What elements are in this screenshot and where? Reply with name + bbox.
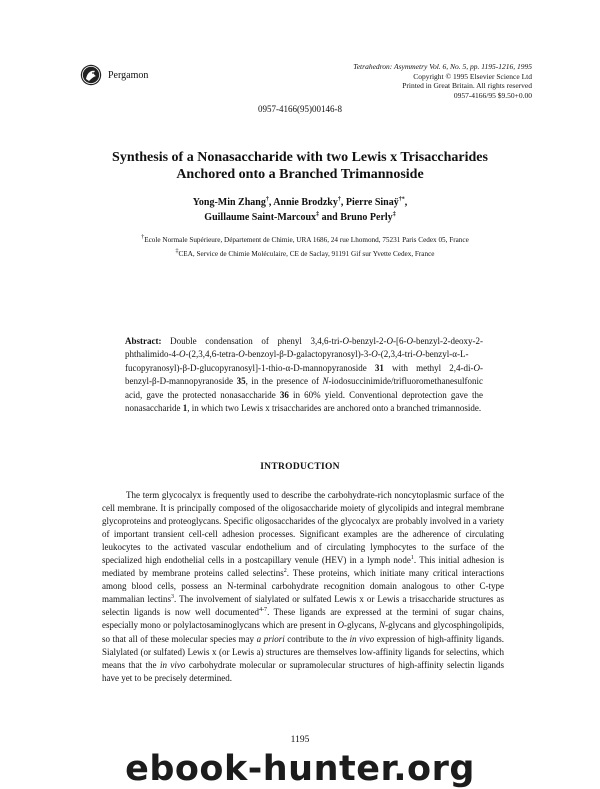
page-number: 1195 <box>290 735 310 745</box>
author-name: Yong-Min Zhang <box>192 197 266 208</box>
author-name: Bruno Perly <box>340 212 393 223</box>
author-line: Guillaume Saint-Marcoux‡ and Bruno Perly‡ <box>204 211 396 223</box>
section-heading: INTRODUCTION <box>260 462 340 472</box>
introduction-paragraph <box>102 489 504 685</box>
title-line: Synthesis of a Nonasaccharide with two Lewis x Trisaccharides <box>112 150 488 165</box>
issn-price-line: 0957-4166/95 $9.50+0.00 <box>453 90 532 100</box>
pergamon-logo-icon <box>80 64 102 86</box>
journal-info <box>232 62 532 100</box>
author-list <box>60 195 540 225</box>
publisher-block <box>80 64 148 86</box>
affiliations <box>60 233 550 261</box>
abstract <box>125 335 483 415</box>
article-identifier: 0957-4166(95)00146-8 <box>258 104 342 114</box>
printed-line: Printed in Great Britain. All rights reserved <box>402 81 532 90</box>
author-line: Yong-Min Zhang†, Annie Brodzky†, Pierre Sinaÿ†*, <box>192 196 408 208</box>
copyright-line: Copyright © 1995 Elsevier Science Ltd <box>413 71 532 81</box>
publisher-name: Pergamon <box>108 69 149 81</box>
journal-citation: Tetrahedron: Asymmetry Vol. 6, No. 5, pp. 1195-1216, 1995 <box>353 62 532 71</box>
author-name: Pierre Sinaÿ <box>345 197 399 208</box>
author-name: Guillaume Saint-Marcoux <box>204 212 317 223</box>
watermark: ebook-hunter.org <box>125 749 475 789</box>
introduction-text: The term glycocalyx is frequently used to describe the carbohydrate-rich noncytoplasmic surface of the cell membrane. It is principally composed of the oligosaccharide moiety of glycolipids and integral membrane glycoproteins and proteoglycans. Specific oligosaccharides of the glycocalyx are probably involved in a variety of important transient cell-cell adhesion processes. Significant examples are the adherence of circulating leukocytes to the activated vascular endothelium and of circulating lymphocytes to the surface of the specialized high endothelial cells in a postcapillary venule (HEV) in a lymph node$^1$. This initial adhesion is mediated by membrane proteins called selectins$^2$. These proteins, which initiate many critical interactions among blood cells, possess an N-terminal carbohydrate recognition domain analogous to other C-type mammalian lectins$^3$. The involvement of sialylated or sulfated Lewis x or Lewis a trisaccharide structures as selectin ligands is now well documented$^{4-7}$. These ligands are expressed at the termini of sugar chains, especially mono or polylactosaminoglycans which are present in O-glycans, N-glycans and glycosphingolipids, so that all of these molecular species may a priori contribute to the in vivo expression of high-affinity ligands. Sialylated (or sulfated) Lewis x (or Lewis a) structures are themselves low-affinity ligands for selectins, which means that the in vivo carbohydrate molecular or supramolecular structures of high-affinity selectin ligands have yet to be precisely determined. <box>102 490 505 683</box>
author-name: Annie Brodzky <box>273 197 338 208</box>
affiliation: ‡CEA, Service de Chimie Moléculaire, CE de Saclay, 91191 Gif sur Yvette Cedex, France <box>175 248 435 258</box>
title-line: Anchored onto a Branched Trimannoside <box>176 167 424 182</box>
paper-title <box>60 149 540 183</box>
abstract-label: Abstract: <box>125 336 162 346</box>
affiliation: †Ecole Normale Supérieure, Département de Chimie, URA 1686, 24 rue Lhomond, 75231 Paris Cedex 05, France <box>141 234 469 244</box>
abstract-text: Double condensation of phenyl 3,4,6-tri-O-benzyl-2-O-[6-O-benzyl-2-deoxy-2-phthalimido-4-O-(2,3,4,6-tetra-O-benzoyl-β-D-galactopyranosyl)-3-O-(2,3,4-tri-O-benzyl-α-L-fucopyranosyl)-β-D-glucopyranosyl]-1-thio-α-D-mannopyranoside 31 with methyl 2,4-di-O-benzyl-β-D-mannopyranoside 35, in the presence of N-iodosuccinimide/trifluoromethanesulfonic acid, gave the protected nonasaccharide 36 in 60% yield. Conventional deprotection gave the nonasaccharide 1, in which two Lewis x trisaccharides are anchored onto a branched trimannoside. <box>125 336 484 414</box>
